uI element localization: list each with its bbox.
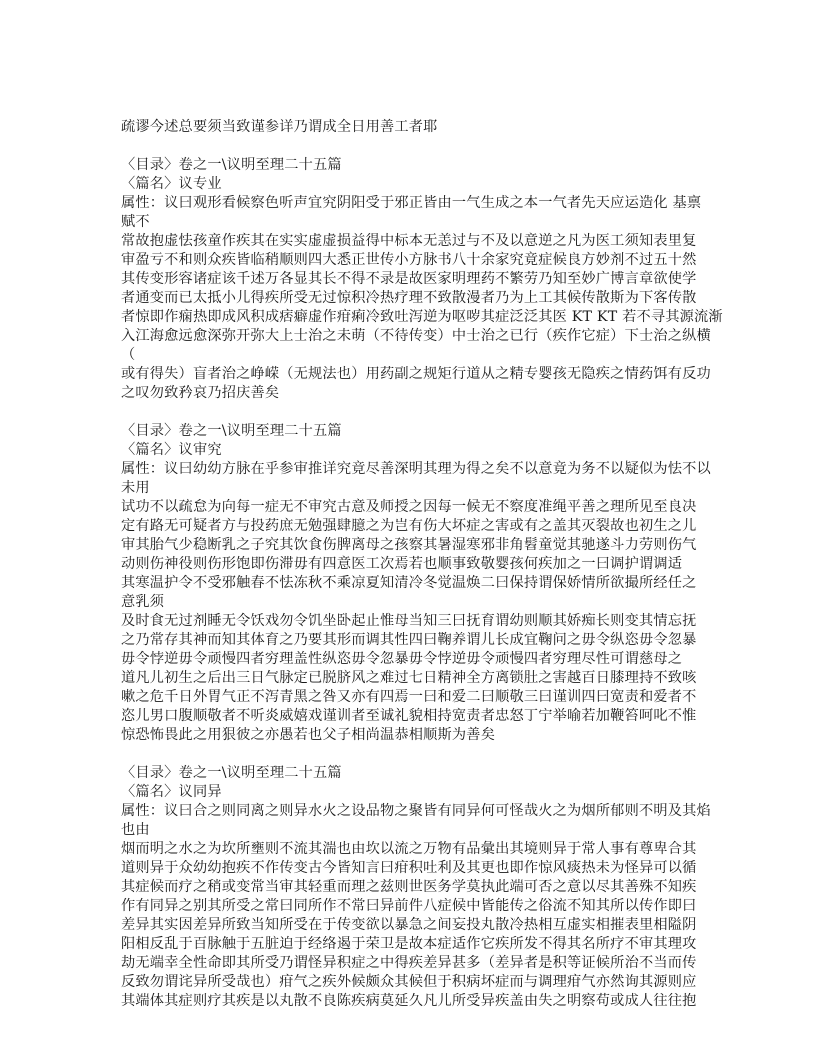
body-line: 未用 xyxy=(121,480,150,496)
spacer xyxy=(121,137,697,156)
body-line: 其端体其症则疗其疾是以丸散不良陈疾病莫延久凡儿所受异疾盖由失之明察苟或成人往往抱 xyxy=(121,993,697,1009)
body-line: 者惊即作痫热即成风积成痞癖虚作疳痢冷致吐泻逆为呕哕其症泛泛其医 KT KT 若不寻其源流渐 xyxy=(121,309,723,325)
body-line: 其寒温护令不受邪触春不怯冻秋不乘凉夏知清冷冬觉温焕二曰保持谓保娇情所欲撮所经任之 xyxy=(121,575,697,591)
body-line: 恣儿男口腹顺敬者不听炎威嬉戏谨训者至诚礼貌相持宽责者忠怒丁宁举喻若加鞭笞呵叱不惟 xyxy=(121,708,697,724)
body-line: 其症候而疗之稍或变常当审其轻重而理之兹则世医务学莫执此端可否之意以尽其善殊不知疾 xyxy=(121,879,697,895)
body-line: 者通变而已太抵小儿得疾所受无过惊积冷热疗理不致散漫者乃为上工其候传散斯为下客传散 xyxy=(121,290,697,306)
section-title: 〈篇名〉议同异 xyxy=(121,784,222,800)
body-line: 道则异于众幼幼抱疾不作传变古今皆知言曰疳积吐利及其更也即作惊风痰热未为怪异可以循 xyxy=(121,860,697,876)
body-line: 反致勿谓诧异所受哉也）疳气之疾外候颇众其候但于积病坏症而与调理疳气亦然询其源则应 xyxy=(121,974,697,990)
section-title: 〈篇名〉议审究 xyxy=(121,442,222,458)
body-line: （ xyxy=(121,347,136,363)
intro-line: 疏谬今述总要须当致谨参详乃谓成全日用善工者耶 xyxy=(121,119,438,135)
body-line: 毋令悖逆毋令顽慢四者穷理盖性纵恣毋令忽暴毋令悖逆毋令顽慢四者穷理尽性可谓慈母之 xyxy=(121,651,683,667)
body-line: 属性：议曰观形看候察色听声宜究阴阳受于邪正皆由一气生成之本一气者先天应运造化 基禀 xyxy=(121,195,702,211)
body-line: 审盈亏不和则众疾皆临稍顺则四大悉正世传小方脉书八十余家究竟症候良方妙剂不过五十然 xyxy=(121,252,697,268)
body-line: 劫无端幸全性命即其所受乃谓怪异积症之中得疾差异甚多（差异者是积等证候所治不当而传 xyxy=(121,955,697,971)
section-toc: 〈目录〉卷之一\议明至理二十五篇 xyxy=(121,765,342,781)
body-line: 嗽之危千日外胃气正不泻青黑之咎又亦有四焉一曰和爱二曰顺敬三曰谨训四曰宽责和爱者不 xyxy=(121,689,697,705)
body-line: 及时食无过剂睡无令饫戏勿令饥坐卧起止惟母当知三曰抚育谓幼则顺其娇痴长则变其情忘抚 xyxy=(121,613,697,629)
body-line: 属性：议曰合之则同离之则异水火之设品物之聚皆有同异何可怪哉火之为烟所郁则不明及其焰 xyxy=(121,803,711,819)
spacer xyxy=(121,745,697,764)
body-line: 赋不 xyxy=(121,214,150,230)
body-line: 常故抱虚怯孩童作疾其在实实虚虚损益得中标本无恙过与不及以意逆之凡为医工须知表里复 xyxy=(121,233,697,249)
section-zhuanye xyxy=(121,156,723,403)
body-line: 之叹勿致矜哀乃招庆善矣 xyxy=(121,385,280,401)
body-line: 差异其实因差异所致当知所受在于传变欲以暴急之间妄投丸散冷热相互虚实相摧表里相隘阴 xyxy=(121,917,697,933)
body-line: 其传变形容诸症该千述万各显其长不得不录是故医家明理药不繁劳乃知至妙广博言章欲使学 xyxy=(121,271,697,287)
body-line: 惊恐怖畏此之用狠彼之亦愚若也父子相尚温恭相顺斯为善矣 xyxy=(121,727,496,743)
body-line: 道凡儿初生之后出三日气脉定已脱脐风之难过七日精神全方离锁肚之害越百日膝理持不致咳 xyxy=(121,670,697,686)
body-line: 阳相反乱于百脉触于五脏迫于经络遏于荣卫是故本症适作它疾所发不得其名所疗不审其理攻 xyxy=(121,936,697,952)
body-line: 属性：议曰幼幼方脉在乎参审推详究竟尽善深明其理为得之矣不以意竟为务不以疑似为怯不以 xyxy=(121,461,711,477)
body-line: 烟而明之水之为坎所壅则不流其湍也由坎以流之万物有品彙出其境则异于常人事有尊卑合其 xyxy=(121,841,697,857)
section-tongyi xyxy=(121,764,711,1011)
document-page xyxy=(121,118,723,1011)
section-toc: 〈目录〉卷之一\议明至理二十五篇 xyxy=(121,157,342,173)
body-line: 入江海愈远愈深弥开弥大上士治之未萌（不待传变）中士治之已行（疾作它症）下士治之纵横 xyxy=(121,328,711,344)
body-line: 动则伤神役则伤形饱即伤滞毋有四意医工次焉若也顺事致敬婴孩何疾加之一曰调护谓调适 xyxy=(121,556,683,572)
body-line: 定有路无可疑者方与投药庶无勉强肆臆之为岂有伤大坏症之害或有之盖其灭裂故也初生之儿 xyxy=(121,518,697,534)
body-line: 之乃常存其神而知其体育之乃要其形而调其性四曰鞠养谓儿长成宜鞠问之毋令纵恣毋令忽暴 xyxy=(121,632,697,648)
body-line: 试功不以疏怠为向每一症无不审究古意及师授之因每一候无不察度准绳平善之理所见至良决 xyxy=(121,499,697,515)
body-line: 意乳须 xyxy=(121,594,165,610)
section-shenjiu xyxy=(121,422,711,745)
section-title: 〈篇名〉议专业 xyxy=(121,176,222,192)
body-line: 也由 xyxy=(121,822,150,838)
body-line: 审其胎气少稳断乳之子究其饮食伤脾离母之孩察其暑湿寒邪非角髫童觉其驰遂斗力劳则伤气 xyxy=(121,537,697,553)
section-toc: 〈目录〉卷之一\议明至理二十五篇 xyxy=(121,423,342,439)
body-line: 或有得失）盲者治之峥嵘（无规法也）用药副之规矩行道从之精专婴孩无隐疾之情药饵有反功 xyxy=(121,366,711,382)
spacer xyxy=(121,403,697,422)
body-line: 作有同异之别其所受之常曰同所作不常曰异前件八症候中皆能传之俗流不知其所以传作即曰 xyxy=(121,898,697,914)
